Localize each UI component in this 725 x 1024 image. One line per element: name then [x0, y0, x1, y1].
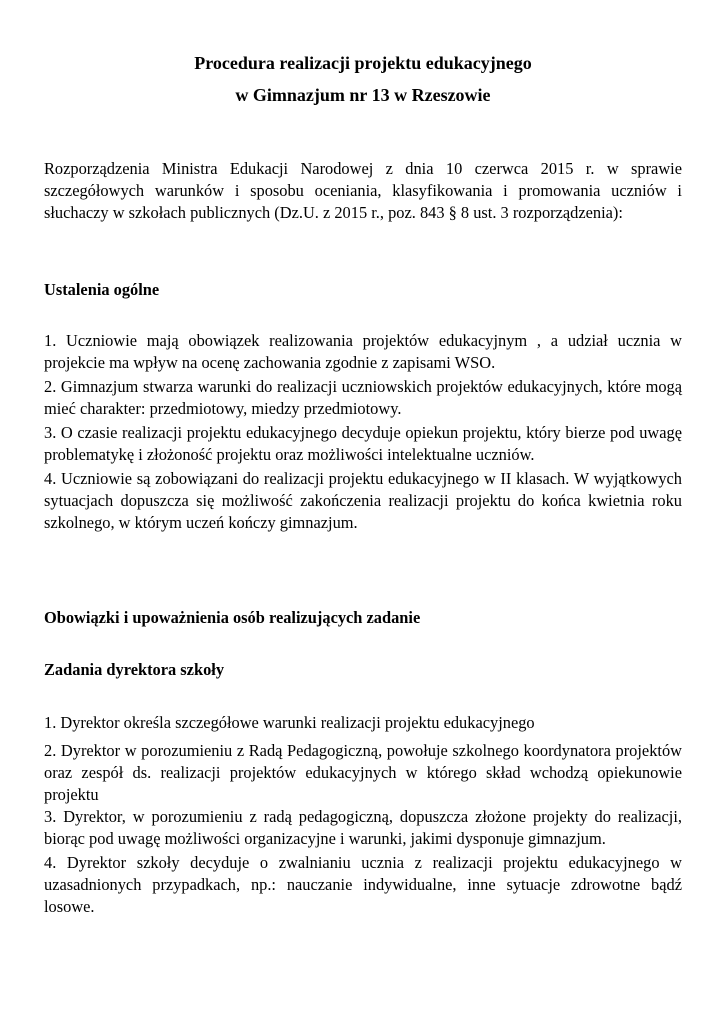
director-item-3: 3. Dyrektor, w porozumieniu z radą pedagogiczną, dopuszcza złożone projekty do realizacji, biorąc pod uwagę możliwości organizacyjne i warunki, jakimi dysponuje gimnazjum.: [44, 807, 682, 848]
section-heading-duties: Obowiązki i upoważnienia osób realizujących zadanie: [44, 608, 421, 627]
legal-basis-paragraph: Rozporządzenia Ministra Edukacji Narodowej z dnia 10 czerwca 2015 r. w sprawie szczegółowych warunków i sposobu oceniania, klasyfikowania i promowania uczniów i słuchaczy w szkołach publicznych (Dz.U. z 2015 r., poz. 843 § 8 ust. 3 rozporządzenia):: [44, 159, 682, 222]
general-item-1: 1. Uczniowie mają obowiązek realizowania projektów edukacyjnym , a udział ucznia w projekcie ma wpływ na ocenę zachowania zgodnie z zapisami WSO.: [44, 331, 682, 372]
document-title-line-1: Procedura realizacji projektu edukacyjnego: [194, 53, 532, 73]
document-title-line-2: w Gimnazjum nr 13 w Rzeszowie: [235, 85, 491, 105]
general-item-3: 3. O czasie realizacji projektu edukacyjnego decyduje opiekun projektu, który bierze pod uwagę problematykę i złożoność projektu oraz możliwości intelektualne uczniów.: [44, 423, 682, 464]
general-item-4: 4. Uczniowie są zobowiązani do realizacji projektu edukacyjnego w II klasach. W wyjątkowych sytuacjach dopuszcza się możliwość zakończenia realizacji projektu do końca kwietnia roku szkolnego, w którym uczeń kończy gimnazjum.: [44, 469, 682, 532]
director-item-2: 2. Dyrektor w porozumieniu z Radą Pedagogiczną, powołuje szkolnego koordynatora projektów oraz zespół ds. realizacji projektów edukacyjnych w którego skład wchodzą opiekunowie projektu: [44, 741, 682, 804]
section-heading-general: Ustalenia ogólne: [44, 280, 160, 299]
section-heading-director: Zadania dyrektora szkoły: [44, 660, 225, 679]
director-item-1: 1. Dyrektor określa szczegółowe warunki realizacji projektu edukacyjnego: [44, 713, 535, 732]
general-item-2: 2. Gimnazjum stwarza warunki do realizacji uczniowskich projektów edukacyjnych, które mogą mieć charakter: przedmiotowy, miedzy przedmiotowy.: [44, 377, 682, 418]
director-item-4: 4. Dyrektor szkoły decyduje o zwalnianiu ucznia z realizacji projektu edukacyjnego w uzasadnionych przypadkach, np.: nauczanie indywidualne, inne sytuacje zdrowotne bądź losowe.: [44, 853, 682, 916]
